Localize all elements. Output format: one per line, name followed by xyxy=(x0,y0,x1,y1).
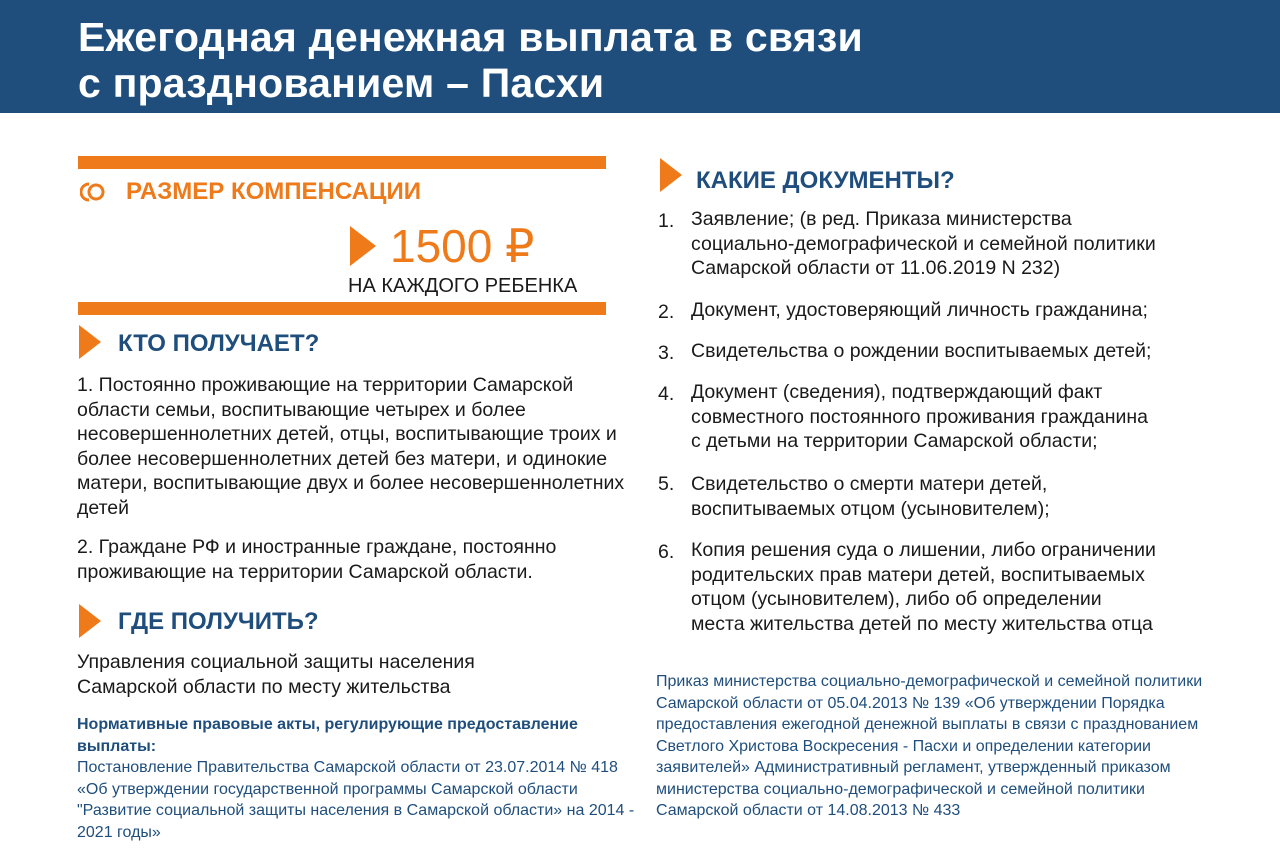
document-item-text: Документ (сведения), подтверждающий факт совместного постоянного проживания гражданина с детьми на территории Самарской области; xyxy=(691,381,1148,453)
top-accent-bar xyxy=(78,156,606,169)
who-item-1: 1. Постоянно проживающие на территории Самарской области семьи, воспитывающие четырех и более несовершеннолетних детей, отцы, воспитывающие троих и более несовершеннолетних детей без матери, и одинокие матери, воспитывающие двух и более несовершеннолетних детей xyxy=(77,374,625,519)
header-banner xyxy=(0,0,1280,113)
compensation-title: РАЗМЕР КОМПЕНСАЦИИ xyxy=(126,178,421,205)
who-arrow-icon xyxy=(79,325,101,359)
where-arrow-icon xyxy=(79,604,101,638)
legal-left-block xyxy=(77,714,637,843)
documents-arrow-icon xyxy=(660,158,682,192)
bottom-accent-bar xyxy=(78,302,606,315)
who-title: КТО ПОЛУЧАЕТ? xyxy=(118,330,320,357)
document-item-number: 4. xyxy=(658,383,675,405)
document-item-text: Копия решения суда о лишении, либо ограничении родительских прав матери детей, воспитываемых отцом (усыновителем), либо об определении места жительства детей по месту жительства отца xyxy=(691,539,1156,635)
document-item-number: 2. xyxy=(658,301,675,323)
page-title: Ежегодная денежная выплата в связи с празднованием – Пасхи xyxy=(78,14,863,106)
who-item-2: 2. Граждане РФ и иностранные граждане, постоянно проживающие на территории Самарской области. xyxy=(77,536,557,583)
document-item-number: 6. xyxy=(658,541,675,563)
document-item-number: 1. xyxy=(658,210,675,232)
legal-right-text: Приказ министерства социально-демографической и семейной политики Самарской области от 05.04.2013 № 139 «Об утверждении Порядка предоставления ежегодной денежной выплаты в связи с празднованием Светлого Христова Воскресения - Пасхи и определении категории заявителей» Административный регламент, утвержденный приказом министерства социально-демографической и семейной политики Самарской области от 14.08.2013 № 433 xyxy=(656,673,1203,819)
documents-title: КАКИЕ ДОКУМЕНТЫ? xyxy=(696,167,955,194)
document-item-text: Свидетельство о смерти матери детей, воспитываемых отцом (усыновителем); xyxy=(691,473,1050,520)
compensation-amount: 1500 ₽ xyxy=(390,220,535,272)
coin-icon xyxy=(80,181,106,203)
where-title: ГДЕ ПОЛУЧИТЬ? xyxy=(118,608,319,635)
document-item-number: 3. xyxy=(658,342,675,364)
compensation-subtitle: НА КАЖДОГО РЕБЕНКА xyxy=(348,275,578,297)
document-item-text: Заявление; (в ред. Приказа министерства социально-демографической и семейной политики Самарской области от 11.06.2019 N 232) xyxy=(691,208,1156,280)
document-item-number: 5. xyxy=(658,473,675,495)
legal-left-text: Постановление Правительства Самарской области от 23.07.2014 № 418 «Об утверждении государственной программы Самарской области "Развитие социальной защиты населения в Самарской области» на 2014 - 2021 годы» xyxy=(77,759,635,841)
document-item-text: Документ, удостоверяющий личность гражданина; xyxy=(691,299,1148,321)
legal-left-heading: Нормативные правовые акты, регулирующие предоставление выплаты: xyxy=(77,716,578,755)
amount-arrow-icon xyxy=(350,226,376,266)
document-item-text: Свидетельства о рождении воспитываемых детей; xyxy=(691,340,1152,362)
where-text: Управления социальной защиты населения Самарской области по месту жительства xyxy=(77,651,475,698)
